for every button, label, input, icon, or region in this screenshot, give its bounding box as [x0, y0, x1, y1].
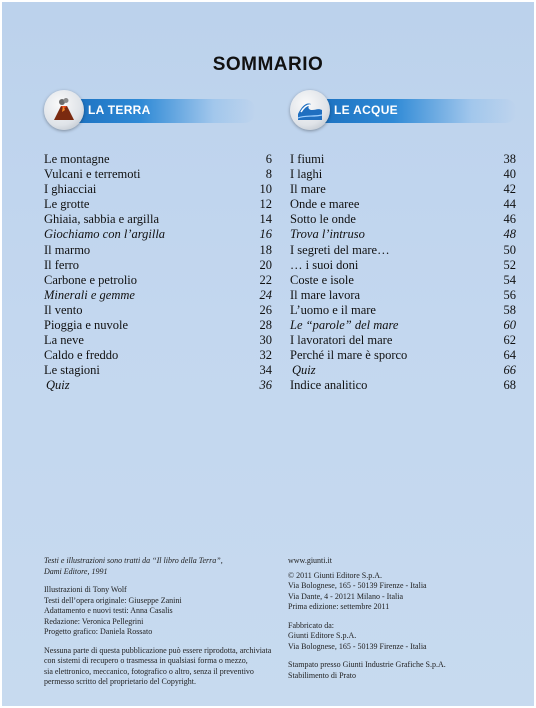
toc-left-list	[44, 152, 272, 394]
toc-entry-page: 22	[259, 272, 272, 287]
toc-entry	[290, 378, 516, 393]
toc-entry-title: L’uomo e il mare	[290, 302, 376, 317]
toc-entry-title: Il marmo	[44, 242, 91, 257]
rights-line: Nessuna parte di questa pubblicazione può essere riprodotta, archiviata	[44, 645, 272, 655]
wave-icon	[290, 90, 330, 130]
toc-entry-title: Ghiaia, sabbia e argilla	[44, 212, 160, 227]
manufacturer-address: Via Bolognese, 165 - 50139 Firenze - Italia	[288, 641, 427, 651]
toc-entry-title: Il mare	[290, 182, 326, 197]
toc-entry-title: Indice analitico	[290, 378, 368, 393]
toc-entry-page: 42	[503, 182, 516, 197]
credit-source: Dami Editore, 1991	[44, 566, 108, 576]
toc-entry-title: Le montagne	[44, 152, 110, 166]
toc-entry	[290, 258, 516, 273]
toc-entry-title: I fiumi	[290, 152, 325, 166]
toc-entry-page: 60	[503, 318, 516, 333]
toc-entry-title: Le stagioni	[44, 363, 100, 378]
credit-line: Redazione: Veronica Pellegrini	[44, 616, 144, 626]
section-label: LE ACQUE	[334, 103, 398, 117]
toc-entry-title: Il ferro	[44, 257, 80, 272]
toc-entry-title: … i suoi doni	[290, 257, 359, 272]
volcano-icon	[44, 90, 84, 130]
section-label: LA TERRA	[88, 103, 151, 117]
credit-line: Illustrazioni di Tony Wolf	[44, 585, 127, 594]
toc-entry-page: 40	[503, 167, 516, 182]
toc-entry	[290, 333, 516, 348]
toc-entry-page: 46	[503, 212, 516, 227]
toc-entry-title: Le “parole” del mare	[290, 318, 399, 333]
toc-entry-page: 30	[259, 333, 272, 348]
toc-entry	[44, 348, 272, 363]
toc-entry	[44, 167, 272, 182]
toc-entry	[44, 258, 272, 273]
rights-line: con sistemi di recupero o trasmessa in qualsiasi forma o mezzo,	[44, 656, 248, 665]
toc-entry-page: 6	[265, 152, 272, 166]
toc-entry-title: Perché il mare è sporco	[290, 348, 408, 363]
toc-entry-page: 52	[503, 257, 516, 272]
toc-entry	[44, 197, 272, 212]
toc-entry-title: Carbone e petrolio	[44, 272, 138, 287]
toc-entry-title: Il mare lavora	[290, 287, 361, 302]
copyright: © 2011 Giunti Editore S.p.A.	[288, 570, 382, 580]
toc-entry-page: 10	[259, 182, 272, 197]
toc-entry-page: 20	[259, 257, 272, 272]
toc-entry	[44, 243, 272, 258]
toc-entry	[290, 243, 516, 258]
toc-entry-page: 32	[259, 348, 272, 363]
toc-entry-title: Trova l’intruso	[290, 227, 365, 242]
toc-entry	[290, 227, 516, 242]
toc-entry-title: Le grotte	[44, 197, 90, 212]
credits-left	[44, 556, 271, 688]
toc-entry	[290, 273, 516, 288]
toc-entry	[44, 227, 272, 242]
printer-line: Stabilimento di Prato	[288, 670, 356, 680]
rights-line: sia elettronico, meccanico, fotografico o altro, senza il preventivo	[44, 666, 254, 676]
address-line: Via Bolognese, 165 - 50139 Firenze - Italia	[288, 581, 427, 590]
toc-entry	[290, 212, 516, 227]
toc-entry	[290, 318, 516, 333]
toc-entry-title: Pioggia e nuvole	[44, 318, 129, 333]
toc-entry-page: 66	[503, 363, 516, 378]
toc-entry-page: 68	[503, 378, 516, 393]
credits-right	[288, 556, 446, 681]
toc-entry	[290, 167, 516, 182]
toc-entry-page: 34	[259, 363, 272, 378]
toc-entry-page: 50	[503, 242, 516, 257]
toc-entry-page: 12	[259, 197, 272, 212]
credit-line: Testi dell’opera originale: Giuseppe Zanini	[44, 595, 182, 605]
toc-entry-page: 14	[259, 212, 272, 227]
toc-entry-title: I ghiacciai	[44, 182, 97, 197]
printer-line: Stampato presso Giunti Industrie Grafiche S.p.A.	[288, 660, 446, 669]
toc-entry	[290, 182, 516, 197]
toc-entry-title: Giochiamo con l’argilla	[44, 227, 166, 242]
toc-entry-title: La neve	[44, 333, 84, 348]
toc-entry	[44, 303, 272, 318]
toc-entry-page: 24	[259, 287, 272, 302]
toc-entry	[44, 212, 272, 227]
toc-entry	[290, 288, 516, 303]
toc-entry	[290, 303, 516, 318]
credit-line: Progetto grafico: Daniela Rossato	[44, 627, 153, 636]
toc-entry	[290, 197, 516, 212]
toc-entry-page: 54	[503, 272, 516, 287]
toc-entry-page: 56	[503, 287, 516, 302]
toc-entry-page: 64	[503, 348, 516, 363]
toc-entry-page: 58	[503, 302, 516, 317]
first-edition: Prima edizione: settembre 2011	[288, 602, 390, 611]
toc-entry-page: 62	[503, 333, 516, 348]
toc-entry-title: I segreti del mare…	[290, 242, 390, 257]
toc-entry	[44, 363, 272, 378]
toc-entry	[44, 378, 272, 393]
toc-entry-page: 18	[259, 242, 272, 257]
toc-entry-page: 16	[259, 227, 272, 242]
toc-entry-page: 8	[265, 167, 272, 182]
toc-entry-page: 44	[503, 197, 516, 212]
toc-entry	[44, 182, 272, 197]
toc-entry-title: Vulcani e terremoti	[44, 167, 141, 182]
toc-entry	[44, 152, 272, 167]
toc-entry-title: I lavoratori del mare	[290, 333, 393, 348]
manufacturer-label: Fabbricato da:	[288, 620, 334, 630]
toc-entry	[290, 152, 516, 167]
toc-entry-title: Caldo e freddo	[44, 348, 119, 363]
credit-line: Adattamento e nuovi testi: Anna Casalis	[44, 606, 173, 615]
toc-entry-title: I laghi	[290, 167, 323, 182]
toc-entry-title: Il vento	[44, 302, 83, 317]
toc-entry	[290, 363, 516, 378]
toc-entry	[290, 348, 516, 363]
manufacturer: Giunti Editore S.p.A.	[288, 631, 357, 640]
toc-entry-page: 36	[259, 378, 272, 393]
contents-page	[2, 2, 534, 706]
address-line: Via Dante, 4 - 20121 Milano - Italia	[288, 591, 404, 601]
toc-entry	[44, 273, 272, 288]
page-title: SOMMARIO	[212, 54, 324, 75]
rights-line: permesso scritto del proprietario del Copyright.	[44, 677, 196, 686]
toc-entry-page: 26	[259, 302, 272, 317]
toc-entry-title: Minerali e gemme	[44, 287, 135, 302]
toc-entry-title: Coste e isole	[290, 272, 354, 287]
toc-entry-page: 28	[259, 318, 272, 333]
toc-entry-page: 38	[503, 152, 516, 166]
toc-entry-title: Onde e maree	[290, 197, 360, 212]
credit-source: Testi e illustrazioni sono tratti da “Il libro della Terra”,	[44, 556, 223, 565]
toc-right-list	[290, 152, 516, 394]
toc-entry-title: Sotto le onde	[290, 212, 356, 227]
toc-entry-title: Quiz	[292, 363, 316, 378]
toc-entry-title: Quiz	[46, 378, 70, 393]
website: www.giunti.it	[288, 556, 332, 565]
toc-entry	[44, 288, 272, 303]
toc-entry-page: 48	[503, 227, 516, 242]
toc-entry	[44, 333, 272, 348]
toc-entry	[44, 318, 272, 333]
